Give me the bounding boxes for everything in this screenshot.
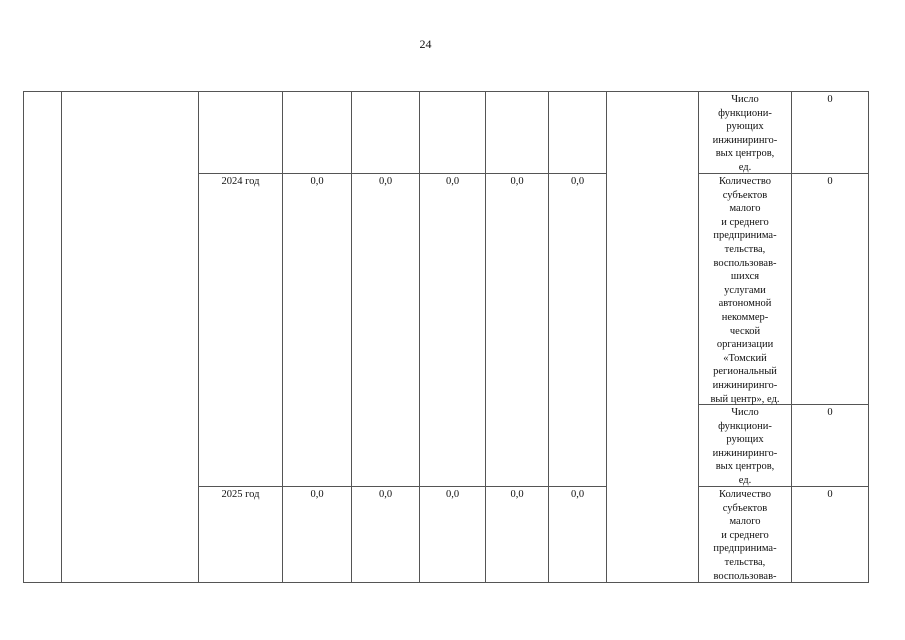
indicator-name-cell: Количество субъектов малого и среднего предпринима- тельства, воспользовав- <box>713 489 777 582</box>
column-divider <box>548 91 549 583</box>
year-cell: 2024 год <box>221 176 260 187</box>
value-cell: 0,0 <box>445 176 460 187</box>
year-cell: 2025 год <box>221 489 260 500</box>
table-border-top <box>23 91 869 92</box>
indicator-name-cell: Количество субъектов малого и среднего предпринима- тельства, воспользовав- шихся услугами автономной некоммер- ческой организации «Томский региональный инжиниринго- вый центр», ед. <box>710 176 780 405</box>
table-border-right <box>868 91 869 583</box>
indicator-target-cell: 0 <box>827 94 833 105</box>
column-divider <box>485 91 486 583</box>
column-divider <box>351 91 352 583</box>
data-table <box>23 91 869 583</box>
value-cell: 0,0 <box>570 489 585 500</box>
row-divider <box>198 486 607 487</box>
indicator-target-cell: 0 <box>827 407 833 418</box>
value-cell: 0,0 <box>378 176 393 187</box>
column-divider <box>791 91 792 583</box>
row-divider <box>198 173 607 174</box>
value-cell: 0,0 <box>510 176 524 187</box>
indicator-target-cell: 0 <box>827 176 833 187</box>
column-divider <box>419 91 420 583</box>
value-cell: 0,0 <box>378 489 393 500</box>
indicator-target-cell: 0 <box>827 489 833 500</box>
column-divider <box>606 91 607 583</box>
table-border-left <box>23 91 24 583</box>
indicator-name-cell: Число функциони- рующих инжиниринго- вых центров, ед. <box>712 407 778 486</box>
column-divider <box>198 91 199 583</box>
value-cell: 0,0 <box>310 489 324 500</box>
column-divider <box>61 91 62 583</box>
value-cell: 0,0 <box>310 176 324 187</box>
column-divider <box>282 91 283 583</box>
value-cell: 0,0 <box>445 489 460 500</box>
value-cell: 0,0 <box>510 489 524 500</box>
indicator-name-cell: Число функциони- рующих инжиниринго- вых центров, ед. <box>712 94 778 173</box>
page-number: 24 <box>419 37 432 51</box>
value-cell: 0,0 <box>570 176 585 187</box>
